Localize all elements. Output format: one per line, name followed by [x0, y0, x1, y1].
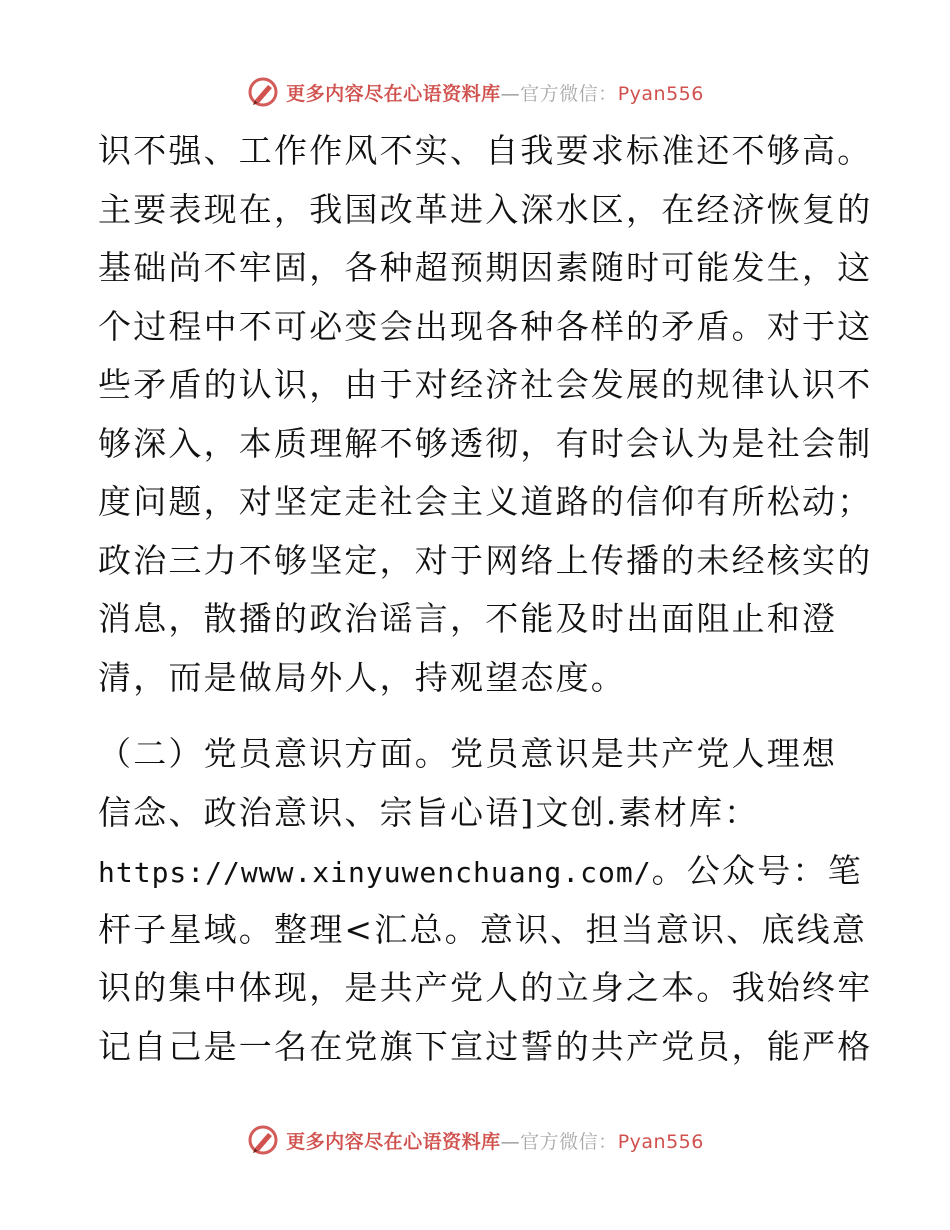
text-line: 识的集中体现，是共产党人的立身之本。我始终牢: [98, 968, 873, 1007]
text-line: 政治三力不够坚定，对于网络上传播的未经核实的: [98, 540, 873, 580]
watermark-brand: 更多内容尽在心语资料库: [286, 1130, 501, 1153]
watermark-id: Pyan556: [617, 82, 704, 105]
text-line: 基础尚不牢固，各种超预期因素随时可能发生，这: [98, 248, 873, 287]
paragraph-gap: [98, 707, 850, 725]
watermark-label: 官方微信：: [520, 82, 618, 105]
watermark-label: 官方微信：: [520, 1130, 618, 1153]
watermark-separator: —: [500, 82, 521, 105]
text-line: 些矛盾的认识，由于对经济社会发展的规律认识不: [98, 365, 873, 404]
text-line: 消息，散播的政治谣言，不能及时出面阻止和澄: [98, 599, 838, 638]
text-line: 识不强、工作作风不实、自我要求标准还不够高。: [98, 131, 873, 170]
watermark-id: Pyan556: [617, 1130, 704, 1153]
text-line: 够深入，本质理解不够透彻，有时会认为是社会制: [98, 423, 873, 463]
watermark-brand: 更多内容尽在心语资料库: [286, 82, 501, 105]
text-line: 杆子星域。整理<汇总。意识、担当意识、底线意: [98, 909, 868, 949]
pen-logo-icon: [246, 75, 280, 109]
paragraph-2: [98, 725, 873, 1076]
watermark-separator: —: [500, 1130, 521, 1153]
text-line: 清，而是做局外人，持观望态度。: [98, 657, 626, 697]
text-line: 个过程中不可必变会出现各种各样的矛盾。对于这: [98, 306, 873, 346]
pen-logo-icon: [246, 1123, 280, 1157]
document-body: [98, 122, 873, 1076]
paragraph-1: [98, 122, 873, 707]
watermark-text: [286, 79, 704, 106]
text-line: 度问题，对坚定走社会主义道路的信仰有所松动；: [98, 482, 873, 521]
text-line: 主要表现在，我国改革进入深水区，在经济恢复的: [98, 189, 873, 229]
text-line-with-url: [98, 842, 863, 901]
text-line: 信念、政治意识、宗旨心语]文创.素材库：: [98, 792, 760, 832]
website-url: https://www.xinyuwenchuang.com/: [98, 856, 652, 889]
section-heading-line: （二）党员意识方面。党员意识是共产党人理想: [98, 734, 838, 773]
footer-watermark: [0, 1120, 950, 1160]
text-line: 记自己是一名在党旗下宣过誓的共产党员，能严格: [98, 1026, 873, 1066]
header-watermark: [0, 72, 950, 112]
text-fragment: 。公众号：笔: [651, 851, 863, 890]
watermark-text: [286, 1127, 704, 1154]
